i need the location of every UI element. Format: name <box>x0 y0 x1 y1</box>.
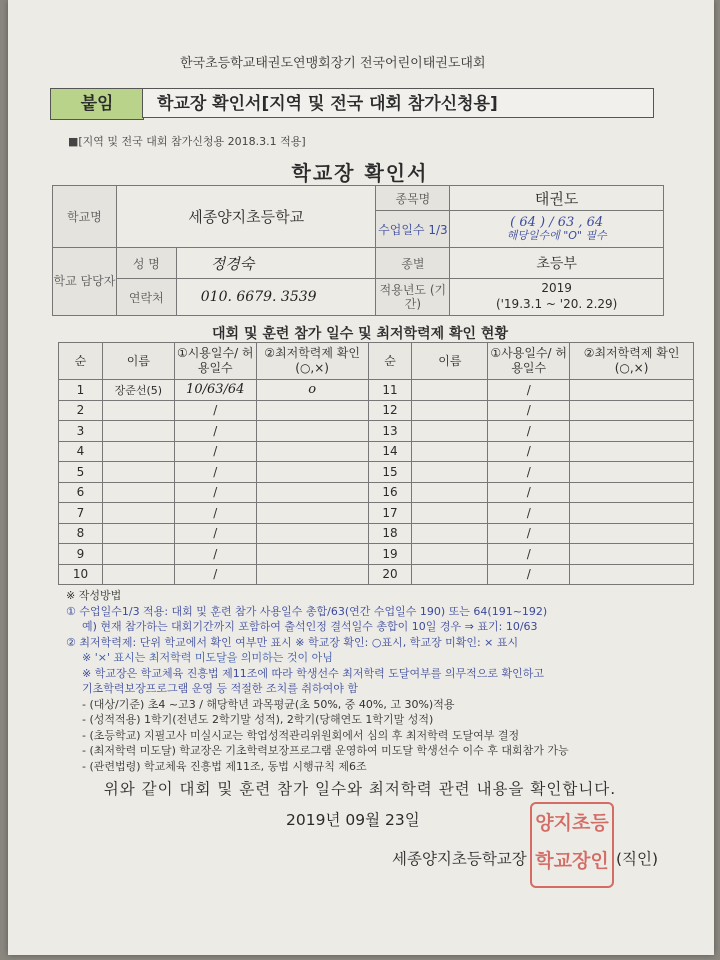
days-used: / <box>174 421 256 442</box>
competition-title: 한국초등학교태권도연맹회장기 전국어린이태권도대회 <box>180 56 486 71</box>
note-line: - (성적적용) 1학기(전년도 2학기말 성적), 2학기(당해연도 1학기말 성적) <box>82 713 434 726</box>
min-grade-check: o <box>256 380 368 401</box>
student-name <box>102 523 174 544</box>
student-name <box>102 421 174 442</box>
row-number: 9 <box>59 544 103 565</box>
days-used: / <box>488 462 570 483</box>
days-used: / <box>174 503 256 524</box>
note-line: ① 수업일수1/3 적용: 대회 및 훈련 참가 사용일수 총합/63(연간 수업일수 190) 또는 64(191~192) <box>66 604 548 618</box>
min-grade-check <box>570 503 694 524</box>
period-label: 적용년도 (기간) <box>376 279 450 316</box>
row-number: 7 <box>59 503 103 524</box>
student-name <box>412 400 488 421</box>
min-grade-check <box>570 421 694 442</box>
days-used: / <box>488 400 570 421</box>
days-used: / <box>174 523 256 544</box>
writing-instructions <box>66 588 569 774</box>
student-name <box>412 380 488 401</box>
manager-name: 정경숙 <box>176 248 376 279</box>
event-label: 종목명 <box>376 186 450 211</box>
table-row <box>59 441 694 462</box>
row-number: 12 <box>368 400 412 421</box>
note-line: - (초등학교) 지필고사 미실시교는 학업성적관리위원회에서 심의 후 최저학력 도달여부 결정 <box>82 728 520 742</box>
row-number: 16 <box>368 482 412 503</box>
days-used: / <box>174 400 256 421</box>
notes-heading: ※ 작성방법 <box>66 589 122 602</box>
header-no-right: 순 <box>368 343 412 380</box>
days-used: / <box>488 523 570 544</box>
attendance-label: 수업일수 1/3 <box>376 211 450 248</box>
row-number: 1 <box>59 380 103 401</box>
days-used: / <box>488 564 570 585</box>
attachment-tag: 붙임 <box>50 88 144 120</box>
note-line: ※ '×' 표시는 최저학력 미도달을 의미하는 것이 아님 <box>82 651 333 664</box>
min-grade-check <box>256 482 368 503</box>
confirmation-statement: 위와 같이 대회 및 훈련 참가 일수와 최저학력 관련 내용을 확인합니다. <box>103 780 617 798</box>
header-no: 순 <box>59 343 103 380</box>
usage-note: ■[지역 및 전국 대회 참가신청용 2018.3.1 적용] <box>68 135 306 148</box>
student-name <box>102 400 174 421</box>
signing-date: 2019년 09월 23일 <box>286 811 420 829</box>
student-name <box>412 441 488 462</box>
min-grade-check <box>256 503 368 524</box>
min-grade-check <box>570 441 694 462</box>
days-used: / <box>488 380 570 401</box>
note-line: 기초학력보장프로그램 운영 등 적절한 조치를 취하여야 함 <box>82 682 359 695</box>
days-used: / <box>488 544 570 565</box>
name-label: 성 명 <box>116 248 176 279</box>
student-name <box>102 462 174 483</box>
attendance-value: ( 64 ) / 63 , 64 <box>510 214 604 230</box>
student-name <box>102 441 174 462</box>
note-line: - (대상/기준) 초4 ~고3 / 해당학년 과목평균(초 50%, 중 40%, 고 30%)적용 <box>82 697 455 711</box>
participation-title: 대회 및 훈련 참가 일수 및 최저학력제 확인 현황 <box>212 326 508 342</box>
days-used: / <box>488 421 570 442</box>
min-grade-check <box>256 544 368 565</box>
period-year: 2019 <box>541 281 572 296</box>
attendance-note: 해당일수에 "O" 필수 <box>506 229 607 243</box>
stamp-text-bottom: 학교장인 <box>535 850 609 872</box>
official-seal-stamp <box>530 802 614 888</box>
student-name <box>102 544 174 565</box>
days-used: / <box>488 441 570 462</box>
header-name-right: 이름 <box>412 343 488 380</box>
table-row <box>59 380 694 401</box>
student-name <box>102 482 174 503</box>
header-min-grade-right: ②최저학력제 확인(○,×) <box>570 343 694 380</box>
row-number: 20 <box>368 564 412 585</box>
days-used: 10/63/64 <box>174 380 256 401</box>
min-grade-check <box>570 380 694 401</box>
student-name <box>412 503 488 524</box>
min-grade-check <box>256 421 368 442</box>
min-grade-check <box>570 544 694 565</box>
contact-value: 010. 6679. 3539 <box>176 279 376 316</box>
days-used: / <box>174 462 256 483</box>
row-number: 19 <box>368 544 412 565</box>
student-name <box>412 544 488 565</box>
manager-label: 학교 담당자 <box>53 248 117 316</box>
min-grade-check <box>256 441 368 462</box>
participation-table <box>58 342 694 585</box>
table-row <box>59 462 694 483</box>
period-range: ('19.3.1 ~ '20. 2.29) <box>495 297 618 311</box>
event-value: 태권도 <box>450 186 664 211</box>
division-value: 초등부 <box>450 248 664 279</box>
row-number: 17 <box>368 503 412 524</box>
row-number: 15 <box>368 462 412 483</box>
header-min-grade: ②최저학력제 확인(○,×) <box>256 343 368 380</box>
row-number: 4 <box>59 441 103 462</box>
note-line: - (최저학력 미도달) 학교장은 기초학력보장프로그램 운영하여 미도달 학생선수 이수 후 대회참가 가능 <box>82 744 569 757</box>
info-table <box>52 185 664 316</box>
student-name <box>412 564 488 585</box>
table-row <box>59 482 694 503</box>
min-grade-check <box>570 523 694 544</box>
table-row <box>59 523 694 544</box>
table-row <box>59 400 694 421</box>
days-used: / <box>174 564 256 585</box>
note-line: ※ 학교장은 학교체육 진흥법 제11조에 따라 학생선수 최저학력 도달여부를 의무적으로 확인하고 <box>82 666 544 680</box>
row-number: 8 <box>59 523 103 544</box>
table-row <box>59 421 694 442</box>
min-grade-check <box>570 564 694 585</box>
min-grade-check <box>570 482 694 503</box>
min-grade-check <box>570 400 694 421</box>
division-label: 종별 <box>376 248 450 279</box>
principal-signature-line: 세종양지초등학교장 <box>392 850 527 868</box>
row-number: 10 <box>59 564 103 585</box>
note-line: 예) 현재 참가하는 대회기간까지 포함하여 출석인정 결석일수 총합이 10일 경우 ⇒ 표기: 10/63 <box>82 620 538 633</box>
row-number: 2 <box>59 400 103 421</box>
header-days-right: ①사용일수/ 허용일수 <box>488 343 570 380</box>
header-name: 이름 <box>102 343 174 380</box>
days-used: / <box>174 441 256 462</box>
document-title: 학교장 확인서 <box>291 161 429 185</box>
min-grade-check <box>256 564 368 585</box>
table-row <box>59 503 694 524</box>
school-name: 세종양지초등학교 <box>116 186 376 248</box>
row-number: 14 <box>368 441 412 462</box>
school-label: 학교명 <box>53 186 117 248</box>
student-name <box>102 564 174 585</box>
row-number: 5 <box>59 462 103 483</box>
student-name <box>412 482 488 503</box>
seal-label: (직인) <box>616 850 659 868</box>
days-used: / <box>174 544 256 565</box>
min-grade-check <box>256 523 368 544</box>
min-grade-check <box>256 400 368 421</box>
table-row <box>59 564 694 585</box>
note-line: ② 최저학력제: 단위 학교에서 확인 여부만 표시 ※ 학교장 확인: ○표시, 학교장 미확인: × 표시 <box>66 635 519 649</box>
student-name <box>412 462 488 483</box>
row-number: 13 <box>368 421 412 442</box>
student-name <box>412 523 488 544</box>
days-used: / <box>488 482 570 503</box>
note-line: - (관련법령) 학교체육 진흥법 제11조, 동법 시행규칙 제6조 <box>82 759 367 773</box>
min-grade-check <box>570 462 694 483</box>
student-name <box>102 503 174 524</box>
min-grade-check <box>256 462 368 483</box>
days-used: / <box>174 482 256 503</box>
stamp-text-top: 양지초등 <box>535 812 609 834</box>
row-number: 11 <box>368 380 412 401</box>
form-title: 학교장 확인서[지역 및 전국 대회 참가신청용] <box>142 88 654 118</box>
row-number: 18 <box>368 523 412 544</box>
row-number: 6 <box>59 482 103 503</box>
row-number: 3 <box>59 421 103 442</box>
student-name <box>412 421 488 442</box>
header-days: ①시용일수/ 허용일수 <box>174 343 256 380</box>
days-used: / <box>488 503 570 524</box>
contact-label: 연락처 <box>116 279 176 316</box>
student-name: 장준선(5) <box>102 380 174 401</box>
table-row <box>59 544 694 565</box>
